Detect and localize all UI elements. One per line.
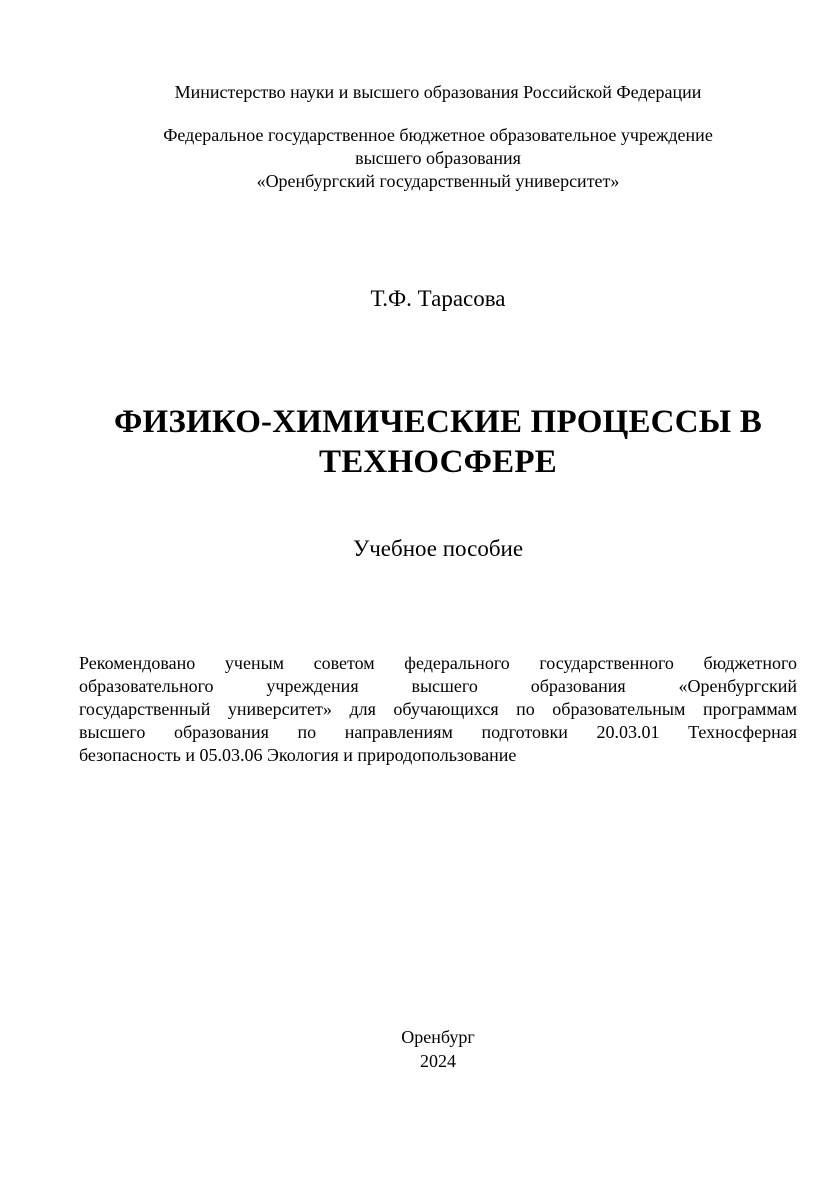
recommendation-line-2: образовательного учреждения высшего образования «Оренбургский <box>79 676 797 696</box>
recommendation-line-4: высшего образования по направлениям подготовки 20.03.01 Техносферная <box>79 722 797 742</box>
recommendation-line-5: безопасность и 05.03.06 Экология и природопользование <box>79 745 517 765</box>
recommendation-line-1: Рекомендовано ученым советом федерального государственного бюджетного <box>79 653 797 673</box>
title-line-1: ФИЗИКО-ХИМИЧЕСКИЕ ПРОЦЕССЫ В <box>113 404 762 440</box>
institution-line-1: Федеральное государственное бюджетное образовательное учреждение <box>163 125 713 145</box>
author-line: Т.Ф. Тарасова <box>370 286 506 311</box>
ministry-line: Министерство науки и высшего образования Российской Федерации <box>174 82 702 102</box>
author-name <box>0 285 836 313</box>
document-type-line: Учебное пособие <box>352 536 524 561</box>
publication-year: 2024 <box>420 1051 456 1071</box>
document-type <box>0 535 836 563</box>
recommendation-line-3: государственный университет» для обучающихся по образовательным программам <box>79 699 797 719</box>
title-line-2: ТЕХНОСФЕРЕ <box>319 444 557 480</box>
institution-line-2: высшего образования <box>355 148 521 168</box>
publication-footer <box>0 1025 836 1073</box>
institution-name <box>0 124 836 193</box>
ministry-name <box>0 80 836 104</box>
institution-line-3: «Оренбургский государственный университет» <box>256 171 620 191</box>
recommendation-text <box>79 652 797 767</box>
document-title <box>0 402 836 482</box>
publication-city: Оренбург <box>401 1027 475 1047</box>
